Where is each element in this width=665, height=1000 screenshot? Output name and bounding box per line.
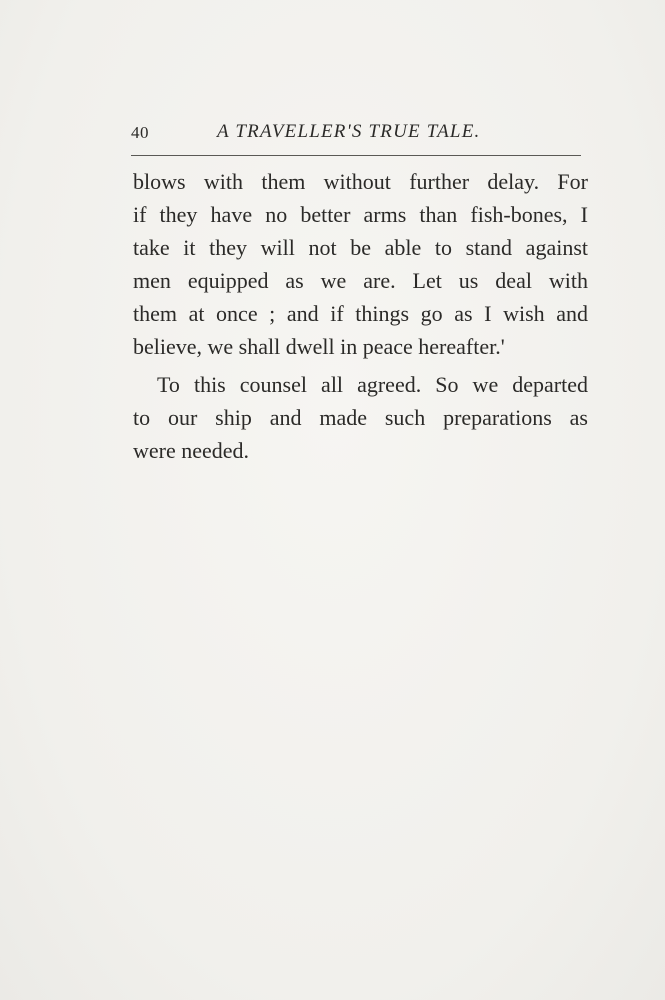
text-line: believe, we shall dwell in peace hereafter.' — [133, 334, 505, 359]
body-text — [133, 165, 588, 467]
text-line: To this counsel all agreed. So we departed — [157, 372, 588, 397]
text-line: them at once ; and if things go as I wish and — [133, 301, 588, 326]
page-number: 40 — [131, 123, 149, 142]
paragraph-2 — [133, 368, 588, 467]
header-rule — [131, 155, 581, 156]
text-line: men equipped as we are. Let us deal with — [133, 268, 588, 293]
text-line: to our ship and made such preparations as — [133, 405, 588, 430]
text-line: were needed. — [133, 438, 250, 463]
running-head — [131, 121, 581, 149]
text-line: take it they will not be able to stand against — [133, 235, 588, 260]
paragraph-1 — [133, 165, 588, 363]
text-line: blows with them without further delay. For — [133, 169, 588, 194]
text-line: if they have no better arms than fish-bones, I — [133, 202, 588, 227]
running-title: A TRAVELLER'S TRUE TALE. — [217, 121, 481, 142]
